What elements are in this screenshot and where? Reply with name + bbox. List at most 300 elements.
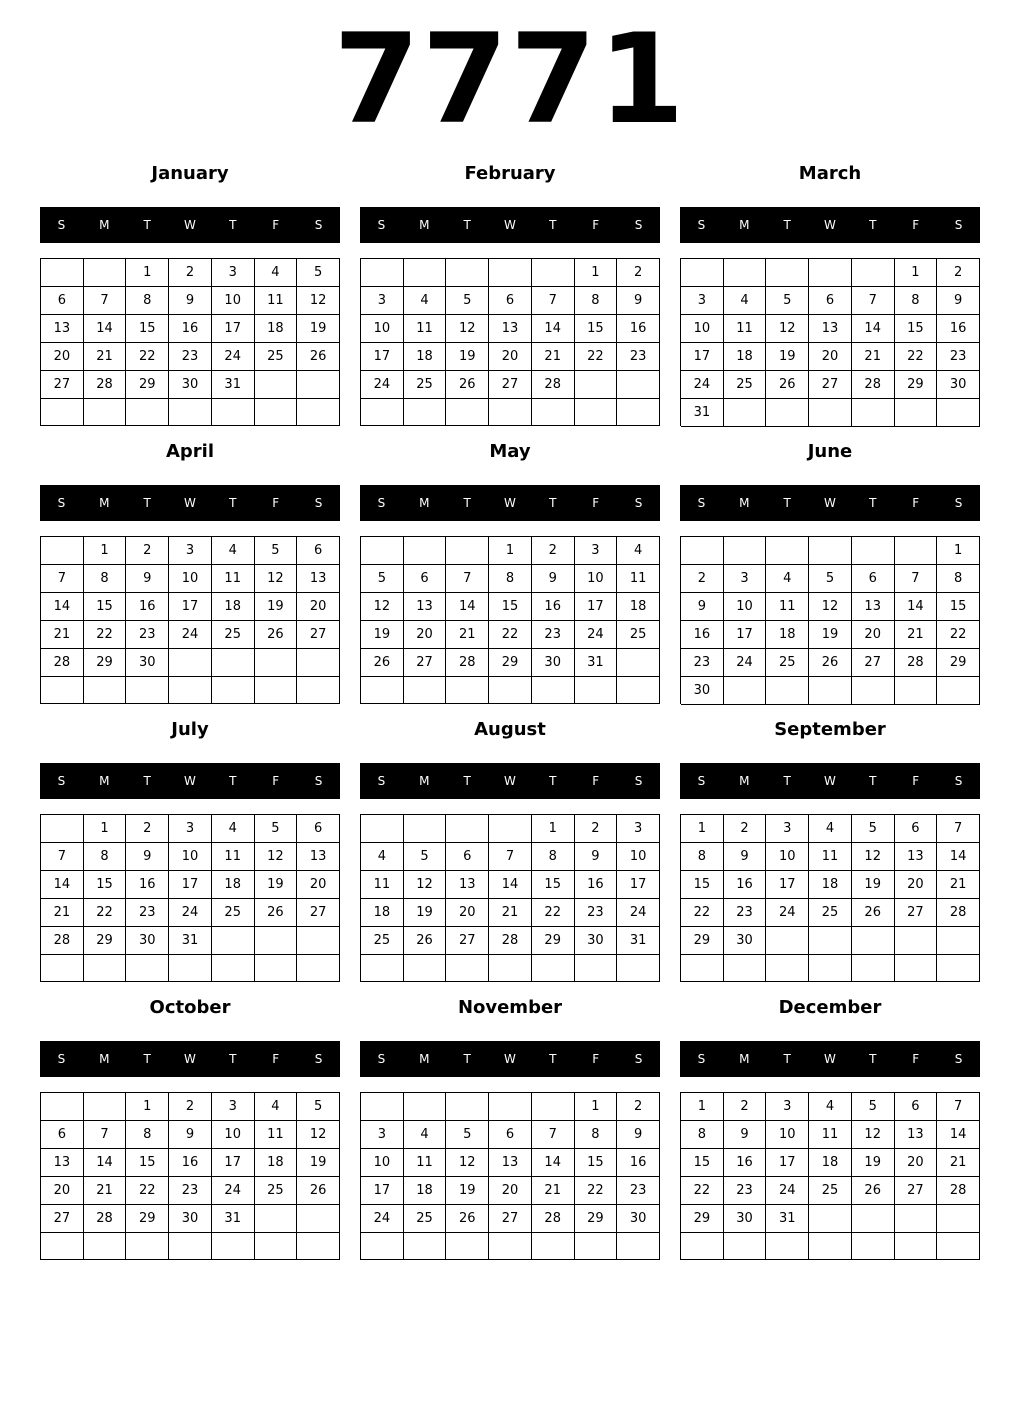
day-cell [617, 1233, 660, 1260]
day-cell: 1 [575, 259, 618, 287]
day-cell: 17 [361, 1177, 404, 1205]
month-february [360, 160, 660, 428]
day-cell: 19 [255, 593, 298, 621]
day-cell: 15 [126, 315, 169, 343]
day-cell [809, 927, 852, 955]
day-cell: 30 [681, 677, 724, 705]
weekday-label: S [634, 218, 643, 232]
day-cell: 7 [84, 287, 127, 315]
day-cell: 11 [361, 871, 404, 899]
month-name: July [171, 719, 209, 740]
day-cell: 28 [532, 1205, 575, 1233]
day-cell [809, 677, 852, 705]
day-cell: 30 [126, 649, 169, 677]
day-cell [809, 537, 852, 565]
day-cell: 19 [404, 899, 447, 927]
day-cell: 11 [724, 315, 767, 343]
day-cell: 22 [937, 621, 980, 649]
day-cell: 2 [169, 1093, 212, 1121]
day-cell [361, 815, 404, 843]
weekday-label: F [272, 218, 280, 232]
day-cell [532, 1233, 575, 1260]
day-cell: 13 [41, 315, 84, 343]
weekday-label: S [697, 774, 706, 788]
day-cell: 5 [809, 565, 852, 593]
day-cell: 9 [724, 843, 767, 871]
day-cell: 25 [212, 899, 255, 927]
weekday-label: S [57, 1052, 66, 1066]
day-cell: 30 [575, 927, 618, 955]
day-cell: 15 [532, 871, 575, 899]
weekday-label: T [549, 496, 557, 510]
day-cell: 20 [895, 1149, 938, 1177]
day-cell: 27 [297, 899, 340, 927]
month-name: March [798, 163, 862, 184]
day-cell [532, 399, 575, 426]
day-cell: 7 [446, 565, 489, 593]
weekday-label: T [463, 218, 471, 232]
day-cell: 21 [84, 1177, 127, 1205]
day-cell: 21 [489, 899, 532, 927]
day-cell: 9 [681, 593, 724, 621]
day-cell: 14 [532, 1149, 575, 1177]
day-cell [297, 1233, 340, 1260]
weekday-label: S [954, 218, 963, 232]
months-grid [40, 160, 980, 1262]
day-cell: 20 [297, 593, 340, 621]
weekday-label: S [634, 1052, 643, 1066]
weekday-label: W [504, 774, 516, 788]
day-cell: 27 [297, 621, 340, 649]
day-cell: 4 [809, 815, 852, 843]
day-grid [360, 258, 660, 426]
day-cell: 6 [297, 537, 340, 565]
day-cell: 13 [41, 1149, 84, 1177]
weekday-label: T [463, 774, 471, 788]
day-cell [361, 1233, 404, 1260]
day-cell [84, 677, 127, 704]
weekday-label: T [783, 496, 791, 510]
day-cell: 4 [617, 537, 660, 565]
day-cell: 1 [84, 815, 127, 843]
day-cell: 3 [361, 287, 404, 315]
day-cell [361, 399, 404, 426]
day-cell: 29 [84, 649, 127, 677]
day-cell: 26 [255, 899, 298, 927]
day-cell: 22 [84, 899, 127, 927]
day-cell [446, 399, 489, 426]
weekday-header [40, 1041, 340, 1077]
day-cell: 6 [895, 815, 938, 843]
day-cell: 16 [126, 593, 169, 621]
weekday-label: W [824, 1052, 836, 1066]
day-cell: 4 [809, 1093, 852, 1121]
weekday-label: S [697, 218, 706, 232]
month-april [40, 438, 340, 706]
day-grid [680, 536, 980, 704]
day-grid [680, 814, 980, 982]
month-november [360, 994, 660, 1262]
weekday-label: T [229, 1052, 237, 1066]
weekday-label: T [783, 218, 791, 232]
day-cell [297, 677, 340, 704]
day-cell: 29 [126, 1205, 169, 1233]
day-cell: 26 [297, 1177, 340, 1205]
month-name: February [464, 163, 556, 184]
day-cell: 28 [41, 649, 84, 677]
day-cell [255, 399, 298, 426]
day-cell: 23 [724, 899, 767, 927]
day-cell: 17 [169, 871, 212, 899]
day-cell [212, 927, 255, 955]
day-cell: 15 [575, 1149, 618, 1177]
day-cell: 11 [617, 565, 660, 593]
day-cell [446, 259, 489, 287]
day-cell [766, 259, 809, 287]
weekday-label: S [377, 1052, 386, 1066]
weekday-label: T [143, 774, 151, 788]
weekday-label: S [314, 1052, 323, 1066]
day-cell [809, 1233, 852, 1260]
day-cell: 26 [446, 1205, 489, 1233]
weekday-label: W [184, 218, 196, 232]
day-cell [212, 649, 255, 677]
day-cell [852, 677, 895, 705]
day-cell: 8 [681, 1121, 724, 1149]
day-cell [41, 815, 84, 843]
day-cell: 31 [766, 1205, 809, 1233]
day-cell: 14 [41, 871, 84, 899]
day-cell [489, 815, 532, 843]
day-cell [681, 1233, 724, 1260]
day-cell: 25 [255, 343, 298, 371]
day-cell: 6 [489, 1121, 532, 1149]
day-cell [212, 955, 255, 982]
day-cell: 22 [575, 1177, 618, 1205]
day-cell: 21 [84, 343, 127, 371]
day-cell: 22 [575, 343, 618, 371]
day-cell: 5 [361, 565, 404, 593]
day-cell: 6 [895, 1093, 938, 1121]
day-cell [532, 259, 575, 287]
weekday-label: W [184, 1052, 196, 1066]
day-cell: 18 [361, 899, 404, 927]
day-cell: 5 [852, 1093, 895, 1121]
day-cell: 13 [852, 593, 895, 621]
day-cell: 7 [532, 1121, 575, 1149]
day-cell: 31 [169, 927, 212, 955]
day-cell: 22 [532, 899, 575, 927]
day-cell: 16 [724, 1149, 767, 1177]
day-cell: 12 [361, 593, 404, 621]
day-cell: 10 [169, 843, 212, 871]
day-cell [297, 1205, 340, 1233]
day-cell: 24 [212, 1177, 255, 1205]
day-cell: 1 [489, 537, 532, 565]
weekday-label: T [463, 1052, 471, 1066]
day-cell: 24 [212, 343, 255, 371]
day-cell: 4 [212, 815, 255, 843]
day-cell: 25 [404, 1205, 447, 1233]
day-cell: 9 [532, 565, 575, 593]
day-cell: 18 [809, 1149, 852, 1177]
day-cell: 24 [575, 621, 618, 649]
day-cell: 23 [532, 621, 575, 649]
day-cell: 23 [937, 343, 980, 371]
day-cell: 29 [532, 927, 575, 955]
day-cell: 2 [681, 565, 724, 593]
weekday-label: M [739, 1052, 750, 1066]
day-cell: 10 [766, 843, 809, 871]
day-cell [617, 399, 660, 426]
weekday-label: T [143, 218, 151, 232]
day-cell: 31 [617, 927, 660, 955]
weekday-label: S [954, 1052, 963, 1066]
day-cell [724, 677, 767, 705]
day-cell: 1 [126, 1093, 169, 1121]
day-cell: 19 [809, 621, 852, 649]
day-cell [404, 259, 447, 287]
weekday-label: W [504, 496, 516, 510]
day-cell [809, 955, 852, 982]
day-cell: 25 [255, 1177, 298, 1205]
day-cell: 20 [852, 621, 895, 649]
day-cell [532, 677, 575, 704]
month-name: December [778, 997, 882, 1018]
day-cell [446, 677, 489, 704]
month-september [680, 716, 980, 984]
day-cell [255, 649, 298, 677]
day-cell: 16 [937, 315, 980, 343]
day-cell: 19 [446, 1177, 489, 1205]
day-cell [489, 1093, 532, 1121]
month-name: May [489, 441, 531, 462]
day-cell: 25 [766, 649, 809, 677]
day-cell: 25 [212, 621, 255, 649]
day-cell: 27 [41, 371, 84, 399]
day-cell [297, 927, 340, 955]
day-cell: 17 [575, 593, 618, 621]
day-cell: 8 [532, 843, 575, 871]
day-cell: 10 [361, 1149, 404, 1177]
day-cell: 8 [84, 843, 127, 871]
day-cell: 14 [937, 843, 980, 871]
day-cell [361, 955, 404, 982]
weekday-label: T [549, 1052, 557, 1066]
day-cell: 25 [617, 621, 660, 649]
weekday-label: S [697, 1052, 706, 1066]
day-cell: 28 [41, 927, 84, 955]
weekday-header [360, 1041, 660, 1077]
day-cell: 30 [169, 371, 212, 399]
day-cell [446, 815, 489, 843]
day-cell: 17 [212, 1149, 255, 1177]
day-cell: 15 [681, 871, 724, 899]
day-cell: 19 [361, 621, 404, 649]
day-cell [532, 1093, 575, 1121]
day-cell: 15 [575, 315, 618, 343]
day-cell: 18 [617, 593, 660, 621]
day-cell: 21 [41, 621, 84, 649]
day-cell: 17 [169, 593, 212, 621]
day-cell [489, 677, 532, 704]
day-cell: 8 [84, 565, 127, 593]
day-cell: 9 [575, 843, 618, 871]
weekday-label: M [419, 218, 430, 232]
weekday-label: S [314, 218, 323, 232]
day-cell: 5 [766, 287, 809, 315]
day-cell: 19 [446, 343, 489, 371]
day-cell: 20 [489, 1177, 532, 1205]
day-cell [852, 1233, 895, 1260]
weekday-label: M [419, 1052, 430, 1066]
day-cell: 1 [681, 1093, 724, 1121]
day-cell: 23 [169, 1177, 212, 1205]
day-cell: 12 [255, 565, 298, 593]
day-cell: 16 [169, 315, 212, 343]
day-grid [40, 536, 340, 704]
day-cell: 27 [446, 927, 489, 955]
month-name: November [457, 997, 563, 1018]
month-name: January [151, 163, 229, 184]
day-cell [937, 1205, 980, 1233]
day-cell: 26 [852, 1177, 895, 1205]
day-cell: 18 [404, 343, 447, 371]
day-cell [852, 927, 895, 955]
weekday-label: W [504, 1052, 516, 1066]
day-cell: 26 [297, 343, 340, 371]
day-cell [809, 259, 852, 287]
day-cell: 28 [937, 1177, 980, 1205]
day-cell: 30 [617, 1205, 660, 1233]
weekday-header [680, 1041, 980, 1077]
day-cell [937, 677, 980, 705]
day-cell [255, 677, 298, 704]
day-cell [255, 1233, 298, 1260]
day-cell: 4 [361, 843, 404, 871]
weekday-header [40, 763, 340, 799]
day-cell: 13 [489, 315, 532, 343]
day-cell: 5 [255, 815, 298, 843]
day-cell [766, 399, 809, 427]
day-cell: 25 [809, 899, 852, 927]
month-july [40, 716, 340, 984]
day-cell: 5 [446, 287, 489, 315]
weekday-label: F [272, 1052, 280, 1066]
weekday-label: S [377, 774, 386, 788]
weekday-label: M [99, 218, 110, 232]
day-cell: 2 [169, 259, 212, 287]
day-cell: 13 [404, 593, 447, 621]
day-cell: 15 [895, 315, 938, 343]
day-cell [895, 399, 938, 427]
weekday-label: W [824, 218, 836, 232]
day-cell: 2 [126, 537, 169, 565]
day-cell: 19 [255, 871, 298, 899]
day-cell: 20 [41, 1177, 84, 1205]
day-cell: 6 [41, 287, 84, 315]
day-cell [212, 677, 255, 704]
day-cell: 20 [404, 621, 447, 649]
day-cell: 5 [255, 537, 298, 565]
day-cell: 24 [169, 621, 212, 649]
day-cell: 30 [724, 1205, 767, 1233]
weekday-label: S [954, 774, 963, 788]
day-cell: 11 [404, 1149, 447, 1177]
day-cell: 20 [809, 343, 852, 371]
day-cell: 27 [489, 371, 532, 399]
day-cell [41, 955, 84, 982]
day-cell: 13 [895, 1121, 938, 1149]
day-cell: 27 [404, 649, 447, 677]
day-cell: 24 [681, 371, 724, 399]
day-cell: 23 [126, 621, 169, 649]
day-cell: 22 [681, 899, 724, 927]
day-cell: 27 [895, 1177, 938, 1205]
day-cell: 19 [852, 871, 895, 899]
weekday-header [360, 485, 660, 521]
day-cell: 5 [446, 1121, 489, 1149]
day-cell: 28 [852, 371, 895, 399]
day-cell [169, 1233, 212, 1260]
day-cell [809, 1205, 852, 1233]
day-cell [446, 1093, 489, 1121]
day-cell: 25 [361, 927, 404, 955]
day-cell: 19 [297, 1149, 340, 1177]
day-cell: 14 [41, 593, 84, 621]
day-cell: 11 [809, 843, 852, 871]
day-cell: 23 [169, 343, 212, 371]
day-cell: 1 [937, 537, 980, 565]
day-cell: 15 [126, 1149, 169, 1177]
weekday-label: M [739, 218, 750, 232]
day-cell: 18 [404, 1177, 447, 1205]
weekday-label: F [912, 496, 920, 510]
day-cell: 16 [617, 1149, 660, 1177]
day-cell [361, 259, 404, 287]
day-cell: 1 [532, 815, 575, 843]
day-cell [895, 955, 938, 982]
day-cell: 29 [575, 1205, 618, 1233]
day-cell [895, 927, 938, 955]
weekday-label: F [592, 218, 600, 232]
weekday-header [680, 485, 980, 521]
weekday-label: M [739, 774, 750, 788]
day-cell [255, 927, 298, 955]
day-cell [724, 399, 767, 427]
day-cell: 1 [895, 259, 938, 287]
day-cell [297, 399, 340, 426]
day-cell [937, 1233, 980, 1260]
weekday-label: S [57, 496, 66, 510]
day-cell: 7 [937, 815, 980, 843]
day-cell: 17 [361, 343, 404, 371]
weekday-label: T [869, 218, 877, 232]
day-cell [126, 1233, 169, 1260]
day-cell: 9 [937, 287, 980, 315]
day-cell: 24 [361, 371, 404, 399]
day-cell: 28 [532, 371, 575, 399]
day-cell [617, 649, 660, 677]
day-cell: 6 [297, 815, 340, 843]
weekday-label: W [824, 774, 836, 788]
day-cell: 14 [895, 593, 938, 621]
day-cell [766, 677, 809, 705]
weekday-label: S [314, 496, 323, 510]
day-cell: 16 [724, 871, 767, 899]
month-name: April [165, 441, 215, 462]
day-cell: 4 [404, 1121, 447, 1149]
